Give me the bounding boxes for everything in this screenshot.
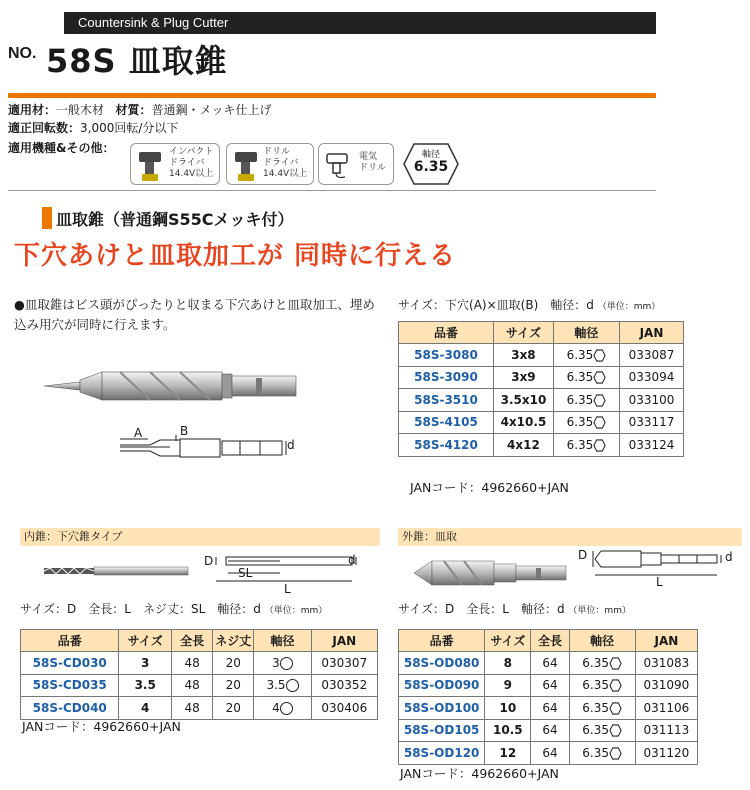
product-size: 4x10.5 [494,411,554,434]
hex-shank-icon [593,439,606,452]
electric-drill-icon [323,150,355,180]
product-shaft: 6.35 [553,366,619,389]
main-table-caption: サイズ：下穴(A)×皿取(B) 軸径：d （単位：mm） [398,298,661,312]
product-size: 3.5 [119,674,172,697]
pilot-drill-dimension-diagram [200,545,365,600]
column-header: 全長 [531,630,569,652]
number-prefix: NO. [8,45,37,62]
drill-driver-box [226,143,314,185]
inner-table-caption: サイズ：D 全長：L ネジ丈：SL 軸径：d （単位：mm） [20,602,328,616]
outer-cutter-tag: 外錐：皿取 [398,528,742,546]
table-row [399,389,684,412]
product-jan: 030307 [311,652,377,675]
round-shank-icon [280,702,293,715]
hex-shank-icon [609,702,622,715]
product-thread-length: 20 [213,652,254,675]
hex-shank-icon [609,679,622,692]
table-row [399,434,684,457]
hex-shank-icon [609,724,622,737]
product-size: 4 [119,697,172,720]
inner-jan-note: JANコード：4962660+JAN [22,719,181,734]
product-length: 64 [531,697,569,720]
headline: 下穴あけと皿取加工が 同時に行える [14,241,457,271]
inner-drill-tag: 内錐：下穴錐タイプ [20,528,380,546]
hex-shank-icon [593,416,606,429]
dim-a: A [134,426,143,440]
product-size: 8 [485,652,531,675]
column-header: サイズ [485,630,531,652]
product-shaft: 6.35 [553,411,619,434]
product-code: 58S-4105 [399,411,494,434]
product-size: 9 [485,674,531,697]
product-length: 64 [531,652,569,675]
product-jan: 033100 [619,389,683,412]
column-header: 軸径 [553,322,619,344]
dim-d: d [725,550,733,564]
product-code: 58S-OD080 [399,652,485,675]
section-title: 皿取錐（普通鋼S55Cメッキ付） [56,210,294,229]
product-shaft: 6.35 [569,697,635,720]
product-code: 58S-OD100 [399,697,485,720]
column-header: JAN [635,630,697,652]
hex-shank-icon [593,394,606,407]
column-header: サイズ [494,322,554,344]
dim-l: L [284,582,291,596]
product-jan: 030406 [311,697,377,720]
product-length: 64 [531,742,569,765]
product-code: 58S-3080 [399,344,494,367]
table-row [399,719,698,742]
product-code: 58S-OD090 [399,674,485,697]
tool-label: インパクト ドライバ 14.4V以上 [169,147,214,179]
material-spec: 適用材：一般木材 材質：普通鋼・メッキ仕上げ [8,103,272,117]
countersink-bit-image [40,360,300,408]
round-shank-icon [286,679,299,692]
shaft-value: 6.35 [413,159,449,175]
product-length: 48 [172,697,213,720]
inner-product-table [20,629,378,720]
product-shaft: 6.35 [569,742,635,765]
product-length: 48 [172,652,213,675]
table-header-row [21,630,378,652]
table-row [399,411,684,434]
impact-driver-box [130,143,220,185]
column-header: 品番 [21,630,119,652]
product-shaft: 3.5 [254,674,311,697]
table-row [21,652,378,675]
product-jan: 031113 [635,719,697,742]
rpm-spec: 適正回転数：3,000回転/分以下 [8,121,179,135]
dim-b: B [180,424,189,438]
table-row [399,742,698,765]
product-code: 58S-CD040 [21,697,119,720]
product-code: 58S-OD120 [399,742,485,765]
column-header: 全長 [172,630,213,652]
shaft-label: 軸径 [421,150,440,160]
series-bar: Countersink & Plug Cutter [64,12,656,34]
product-jan: 033087 [619,344,683,367]
product-code: 58S-CD030 [21,652,119,675]
dim-d-big: D [204,554,214,568]
table-header-row [399,630,698,652]
machines-label: 適用機種&その他： [8,141,115,155]
column-header: 品番 [399,630,485,652]
product-shaft: 3 [254,652,311,675]
product-jan: 031120 [635,742,697,765]
product-thread-length: 20 [213,674,254,697]
main-jan-note: JANコード：4962660+JAN [410,480,569,495]
product-shaft: 6.35 [553,434,619,457]
product-length: 48 [172,674,213,697]
product-code: 58S-3090 [399,366,494,389]
product-code: 58S-OD105 [399,719,485,742]
product-length: 64 [531,674,569,697]
cutter-dimension-diagram [575,545,735,593]
product-jan: 033124 [619,434,683,457]
electric-drill-box [318,143,394,185]
dim-sl: SL [238,566,253,580]
outer-table-caption: サイズ：D 全長：L 軸径：d （単位：mm） [398,602,631,616]
product-size: 12 [485,742,531,765]
table-row [399,697,698,720]
table-row [21,674,378,697]
product-size: 3.5x10 [494,389,554,412]
table-row [399,344,684,367]
outer-jan-note: JANコード：4962660+JAN [400,766,559,781]
product-jan: 033117 [619,411,683,434]
product-thread-length: 20 [213,697,254,720]
product-size: 3x8 [494,344,554,367]
round-shank-icon [280,657,293,670]
product-size: 10 [485,697,531,720]
hex-shank-icon [609,747,622,760]
product-jan: 031106 [635,697,697,720]
product-shaft: 4 [254,697,311,720]
outer-product-table [398,629,698,765]
table-row [399,652,698,675]
hex-shank-icon [609,657,622,670]
dim-d: d [348,553,356,567]
section-marker [42,207,52,229]
column-header: 軸径 [569,630,635,652]
column-header: 品番 [399,322,494,344]
tool-label: 電気 ドリル [359,152,387,173]
spec-divider [8,190,656,191]
impact-driver-icon [137,148,165,182]
product-code: 58S-4120 [399,434,494,457]
column-header: サイズ [119,630,172,652]
description: ●皿取錐はビス頭がぴったりと収まる下穴あけと皿取加工、埋め込み用穴が同時に行えます。 [14,297,375,332]
product-shaft: 6.35 [553,389,619,412]
tool-label: ドリル ドライバ 14.4V以上 [263,147,308,179]
product-jan: 030352 [311,674,377,697]
title-divider [8,93,656,98]
product-length: 64 [531,719,569,742]
table-row [399,674,698,697]
product-shaft: 6.35 [569,674,635,697]
product-size: 4x12 [494,434,554,457]
column-header: 軸径 [254,630,311,652]
pilot-drill-image [42,560,190,582]
product-size: 3 [119,652,172,675]
table-row [399,366,684,389]
page-title: 58S 皿取錐 [46,42,228,80]
dim-d: d [287,438,295,452]
product-jan: 031083 [635,652,697,675]
hex-shank-icon [593,349,606,362]
countersink-cutter-image [410,555,570,591]
table-header-row [399,322,684,344]
product-code: 58S-CD035 [21,674,119,697]
drill-driver-icon [233,148,261,182]
product-jan: 033094 [619,366,683,389]
product-jan: 031090 [635,674,697,697]
dim-d-big: D [578,548,588,562]
table-row [21,697,378,720]
product-size: 10.5 [485,719,531,742]
product-shaft: 6.35 [553,344,619,367]
column-header: JAN [311,630,377,652]
product-code: 58S-3510 [399,389,494,412]
product-shaft: 6.35 [569,719,635,742]
column-header: JAN [619,322,683,344]
hex-shank-icon [593,371,606,384]
product-size: 3x9 [494,366,554,389]
column-header: ネジ丈 [213,630,254,652]
product-shaft: 6.35 [569,652,635,675]
main-product-table [398,321,684,457]
dim-l: L [656,575,663,589]
